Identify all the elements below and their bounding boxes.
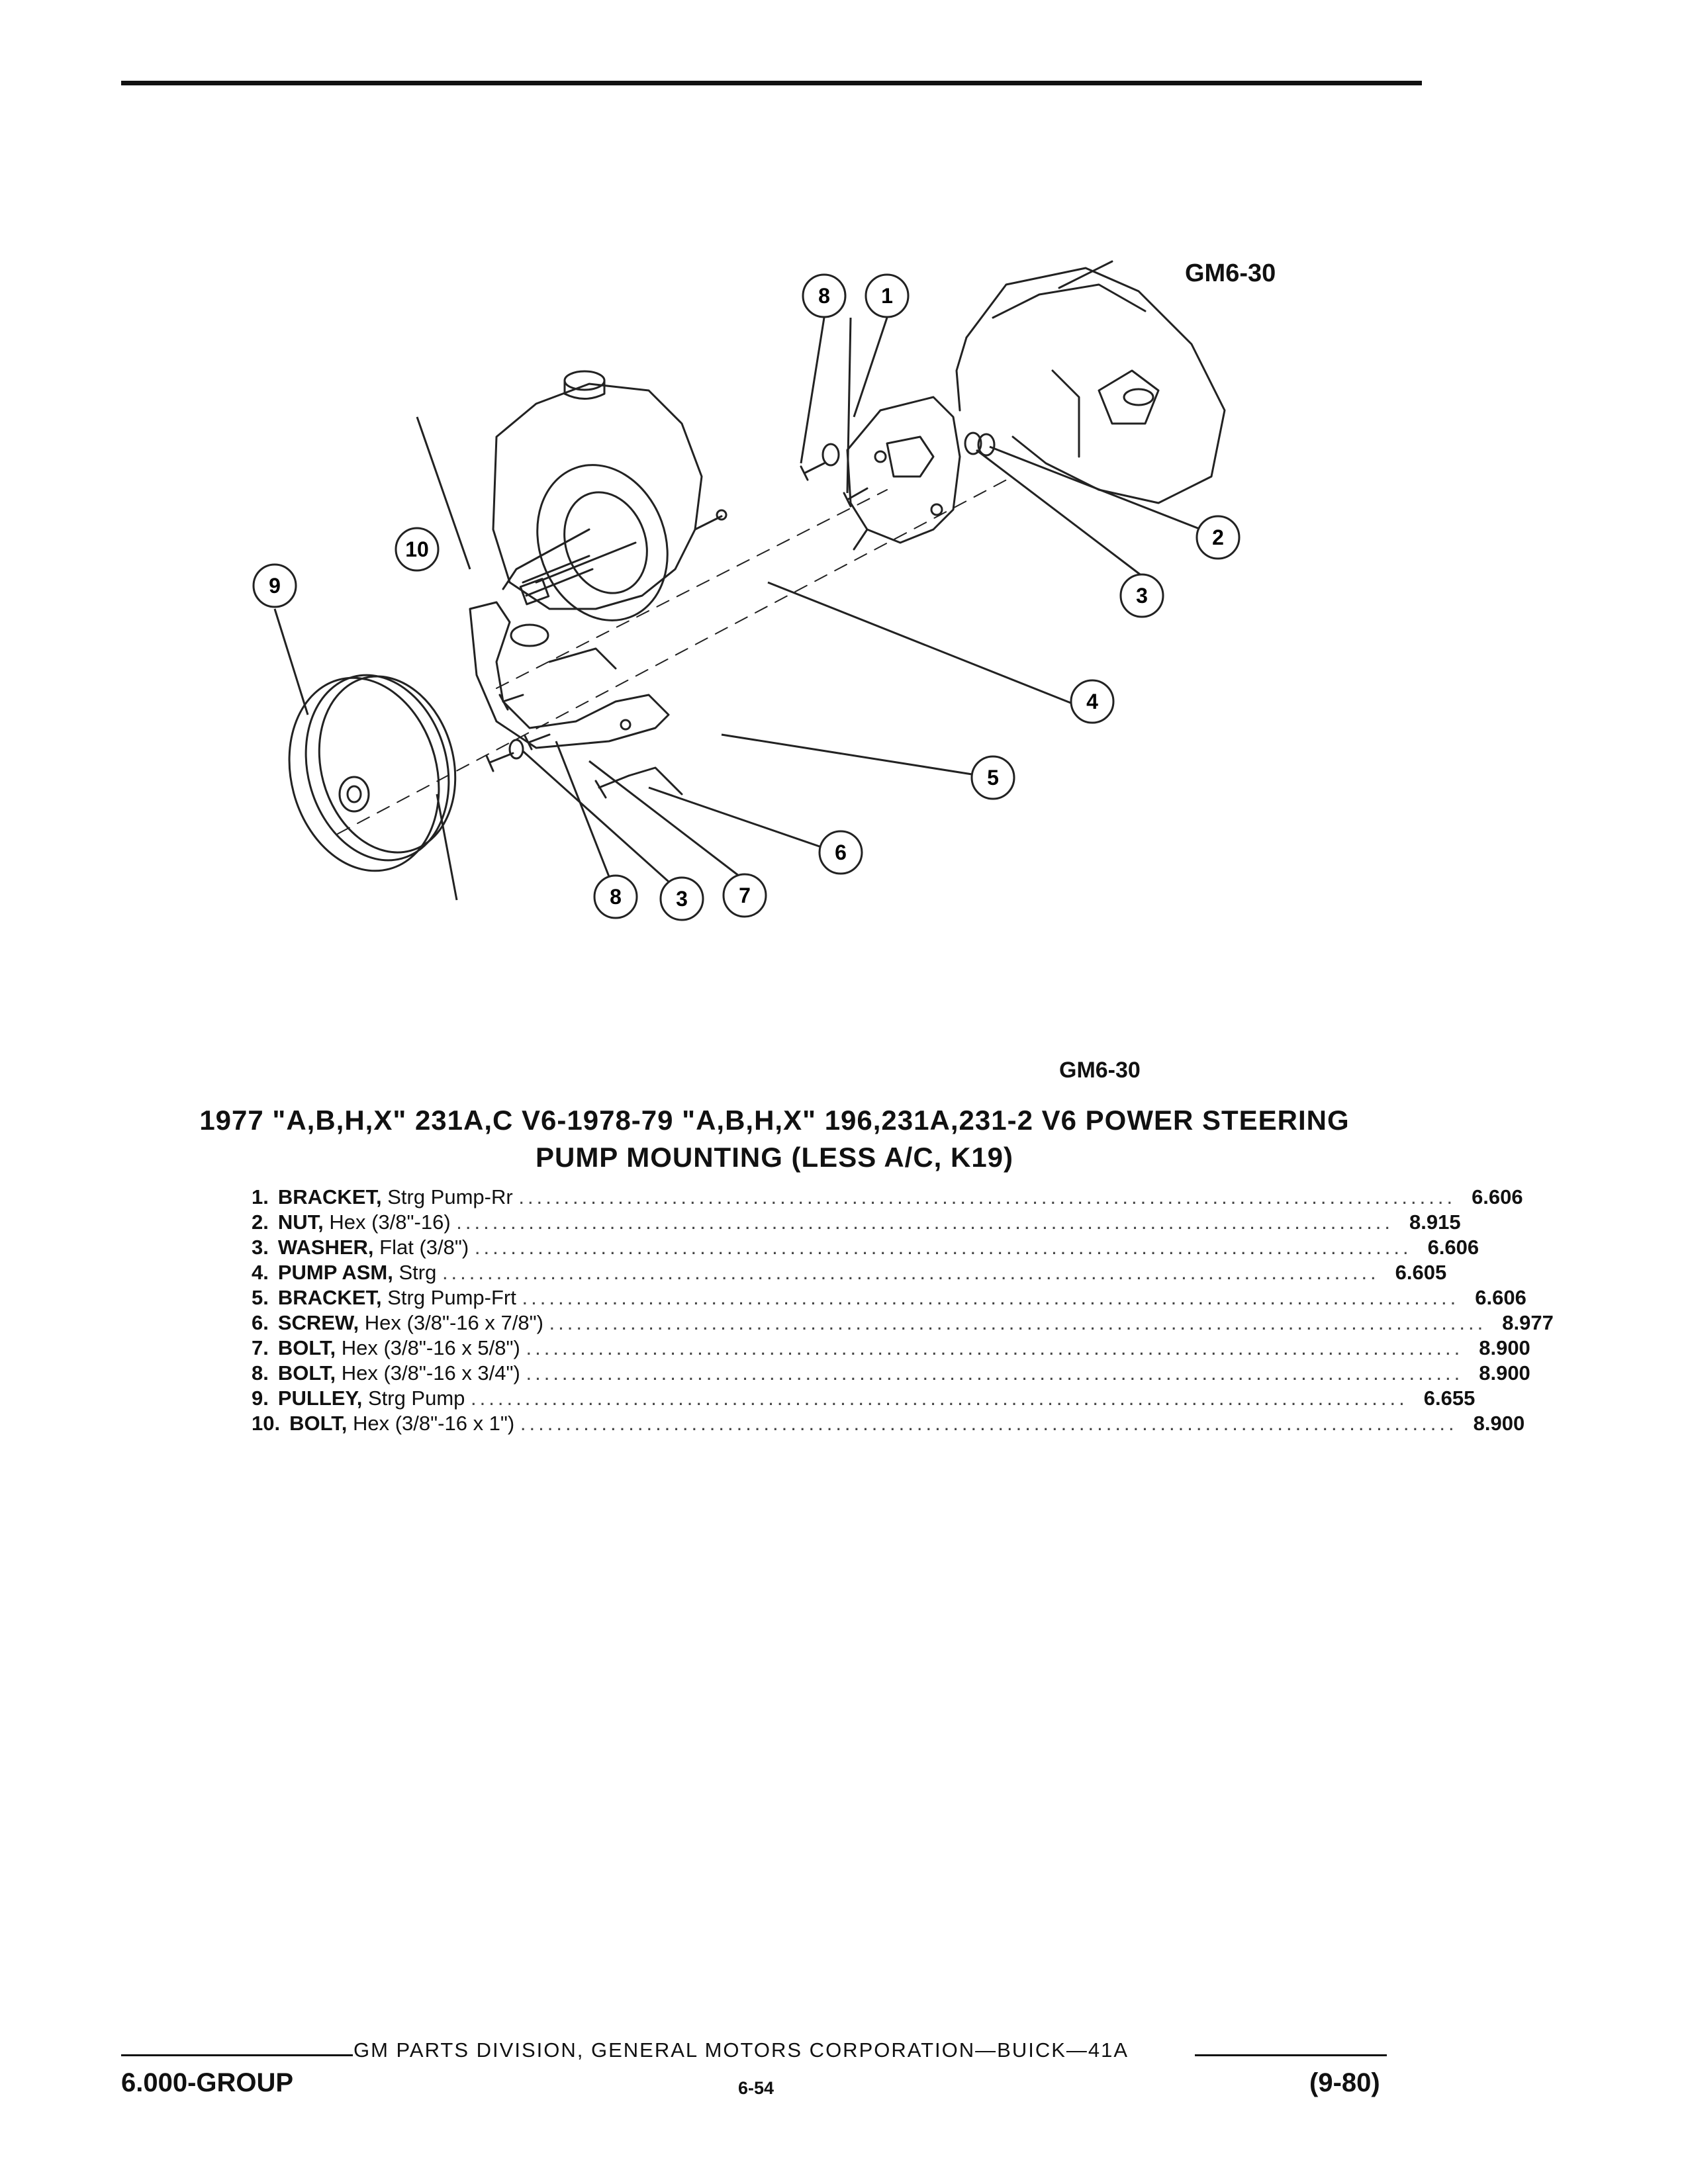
top-rule bbox=[121, 81, 1422, 85]
part-number: 3. bbox=[252, 1236, 269, 1259]
part-group-code: 8.915 bbox=[1409, 1210, 1461, 1234]
part-name: BRACKET, bbox=[277, 1286, 382, 1309]
part-detail: Strg Pump-Frt bbox=[387, 1286, 516, 1309]
exploded-parts-diagram bbox=[218, 238, 1430, 966]
part-detail: Hex (3/8"-16 x 1") bbox=[352, 1412, 515, 1435]
part-detail: Strg Pump-Rr bbox=[387, 1185, 513, 1208]
part-group-code: 6.655 bbox=[1423, 1387, 1476, 1410]
part-number: 7. bbox=[252, 1336, 269, 1359]
svg-text:4: 4 bbox=[1086, 690, 1098, 713]
page-number: 6-54 bbox=[738, 2078, 774, 2098]
svg-text:8: 8 bbox=[818, 284, 830, 308]
svg-text:6: 6 bbox=[835, 841, 847, 864]
part-detail: Hex (3/8"-16) bbox=[329, 1210, 451, 1234]
dot-leader: ........................................................................................................ bbox=[526, 1361, 1464, 1385]
svg-text:1: 1 bbox=[881, 284, 893, 308]
part-number: 4. bbox=[252, 1261, 269, 1284]
footer-date: (9-80) bbox=[1309, 2068, 1380, 2097]
dot-leader: ........................................................................................................ bbox=[456, 1210, 1394, 1234]
dot-leader: ........................................................................................................ bbox=[518, 1185, 1456, 1208]
callout-2 bbox=[1197, 516, 1239, 559]
dot-leader: ........................................................................................................ bbox=[549, 1311, 1487, 1334]
part-detail: Hex (3/8"-16 x 5/8") bbox=[341, 1336, 520, 1359]
part-group-code: 8.900 bbox=[1479, 1336, 1530, 1359]
parts-list-item bbox=[252, 1336, 1530, 1361]
callout-7 bbox=[724, 874, 766, 917]
part-name: BRACKET, bbox=[277, 1185, 382, 1208]
part-number: 9. bbox=[252, 1387, 269, 1410]
part-name: WASHER, bbox=[277, 1236, 374, 1259]
part-number: 2. bbox=[252, 1210, 269, 1234]
part-name: NUT, bbox=[277, 1210, 324, 1234]
dot-leader: ........................................................................................................ bbox=[526, 1336, 1464, 1359]
part-description bbox=[278, 1235, 1412, 1260]
part-description bbox=[278, 1310, 1486, 1336]
parts-list-item bbox=[252, 1361, 1530, 1386]
part-detail: Flat (3/8") bbox=[379, 1236, 469, 1259]
figure-reference-top: GM6-30 bbox=[1185, 259, 1276, 287]
part-description bbox=[278, 1361, 1463, 1386]
lower-bolt-drawing bbox=[487, 695, 549, 771]
parts-list-item bbox=[252, 1386, 1476, 1411]
callout-4 bbox=[1071, 680, 1113, 723]
pulley-drawing bbox=[268, 659, 474, 888]
pump-reservoir-drawing bbox=[493, 371, 726, 639]
footer-rule-left bbox=[121, 2054, 353, 2056]
part-number: 10. bbox=[252, 1412, 281, 1435]
part-description bbox=[278, 1185, 1456, 1210]
callout-5 bbox=[972, 756, 1014, 799]
svg-text:9: 9 bbox=[269, 574, 281, 598]
parts-list bbox=[252, 1185, 1554, 1436]
part-detail: Strg Pump bbox=[367, 1387, 465, 1410]
svg-text:8: 8 bbox=[610, 885, 622, 909]
part-group-code: 6.606 bbox=[1472, 1185, 1523, 1208]
part-group-code: 6.605 bbox=[1395, 1261, 1447, 1284]
part-name: BOLT, bbox=[277, 1361, 336, 1385]
part-detail: Hex (3/8"-16 x 3/4") bbox=[341, 1361, 520, 1385]
part-name: BOLT, bbox=[289, 1412, 348, 1435]
part-detail: Hex (3/8"-16 x 7/8") bbox=[364, 1311, 543, 1334]
svg-text:3: 3 bbox=[1136, 584, 1148, 608]
title-line-1: 1977 "A,B,H,X" 231A,C V6-1978-79 "A,B,H,X" 196,231A,231-2 V6 POWER STEERING bbox=[199, 1105, 1350, 1136]
figure-reference-bottom: GM6-30 bbox=[1059, 1058, 1141, 1083]
part-description bbox=[278, 1210, 1393, 1235]
footer-group: 6.000-GROUP bbox=[121, 2068, 294, 2097]
dot-leader: ........................................................................................................ bbox=[522, 1286, 1460, 1309]
callout-3-right bbox=[1121, 574, 1163, 617]
part-description bbox=[278, 1260, 1380, 1285]
svg-text:5: 5 bbox=[987, 766, 999, 790]
part-detail: Strg bbox=[399, 1261, 437, 1284]
svg-text:2: 2 bbox=[1212, 525, 1224, 549]
part-group-code: 6.606 bbox=[1427, 1236, 1479, 1259]
page-title bbox=[113, 1102, 1436, 1176]
callout-8-top bbox=[803, 275, 845, 317]
dot-leader: ........................................................................................................ bbox=[471, 1387, 1408, 1410]
callout-6 bbox=[820, 831, 862, 874]
dot-leader: ........................................................................................................ bbox=[474, 1236, 1412, 1259]
part-group-code: 8.900 bbox=[1479, 1361, 1530, 1385]
footer-rule-right bbox=[1195, 2054, 1387, 2056]
part-name: BOLT, bbox=[277, 1336, 336, 1359]
parts-list-item bbox=[252, 1260, 1447, 1285]
part-name: PULLEY, bbox=[277, 1387, 363, 1410]
part-number: 5. bbox=[252, 1286, 269, 1309]
leader-lines bbox=[275, 318, 1218, 900]
part-description bbox=[278, 1336, 1463, 1361]
upper-bolt-drawing bbox=[801, 463, 867, 506]
part-number: 1. bbox=[252, 1185, 269, 1208]
part-description bbox=[289, 1411, 1458, 1436]
rear-bracket-drawing bbox=[847, 397, 960, 549]
callout-8-bottom bbox=[594, 876, 637, 918]
callout-3-bottom bbox=[661, 878, 703, 920]
parts-list-item bbox=[252, 1411, 1525, 1436]
title-line-2: PUMP MOUNTING (LESS A/C, K19) bbox=[535, 1142, 1014, 1173]
dot-leader: ........................................................................................................ bbox=[442, 1261, 1380, 1284]
callouts bbox=[254, 275, 1239, 920]
part-number: 6. bbox=[252, 1311, 269, 1334]
callout-9 bbox=[254, 565, 296, 607]
svg-text:7: 7 bbox=[739, 884, 751, 907]
svg-text:3: 3 bbox=[676, 887, 688, 911]
svg-text:10: 10 bbox=[405, 537, 429, 561]
callout-1 bbox=[866, 275, 908, 317]
parts-list-item bbox=[252, 1310, 1554, 1336]
parts-list-item bbox=[252, 1285, 1526, 1310]
part-number: 8. bbox=[252, 1361, 269, 1385]
part-name: PUMP ASM, bbox=[277, 1261, 393, 1284]
part-group-code: 8.900 bbox=[1473, 1412, 1525, 1435]
parts-list-item bbox=[252, 1235, 1479, 1260]
part-group-code: 8.977 bbox=[1502, 1311, 1554, 1334]
part-description bbox=[278, 1386, 1408, 1411]
footer-corporation: GM PARTS DIVISION, GENERAL MOTORS CORPORATION—BUICK—41A bbox=[353, 2038, 1129, 2062]
part-name: SCREW, bbox=[277, 1311, 359, 1334]
parts-list-item bbox=[252, 1210, 1461, 1235]
parts-list-item bbox=[252, 1185, 1523, 1210]
part-description bbox=[278, 1285, 1459, 1310]
callout-10 bbox=[396, 528, 438, 570]
dot-leader: ........................................................................................................ bbox=[520, 1412, 1458, 1435]
part-group-code: 6.606 bbox=[1475, 1286, 1526, 1309]
lower-screw-drawing bbox=[596, 768, 682, 797]
